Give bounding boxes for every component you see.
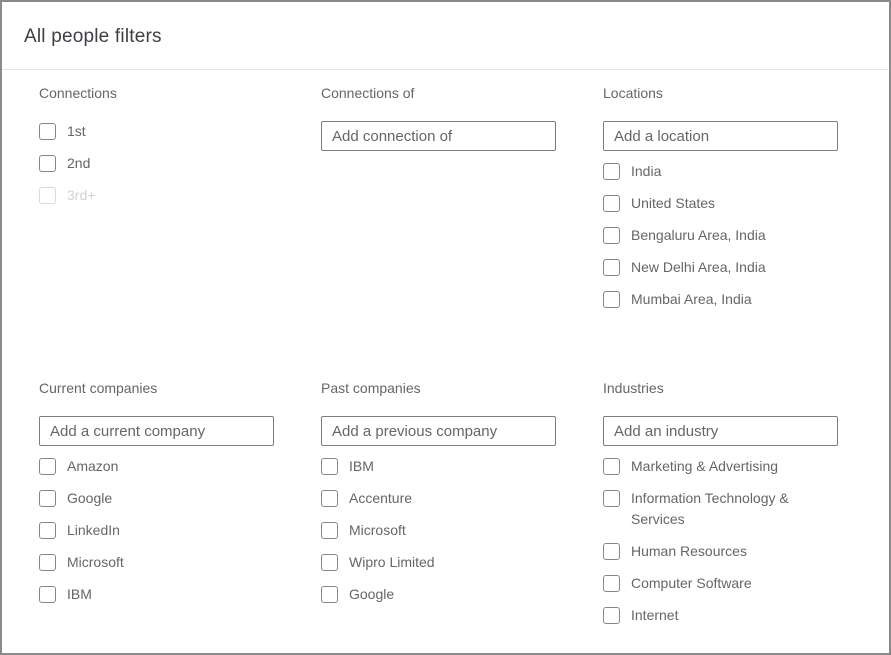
industries-options: [603, 456, 838, 626]
checkbox-label: IBM: [67, 586, 92, 602]
checkbox-label: Microsoft: [349, 522, 406, 538]
checkbox[interactable]: [603, 490, 620, 507]
checkbox-option-computer-software[interactable]: [603, 573, 838, 594]
checkbox-option-google-past[interactable]: [321, 584, 556, 605]
checkbox[interactable]: [321, 490, 338, 507]
checkbox-label: Computer Software: [631, 575, 752, 591]
checkbox-option-united-states[interactable]: [603, 193, 838, 214]
current-company-input[interactable]: [39, 416, 274, 446]
checkbox-option-accenture[interactable]: [321, 488, 556, 509]
checkbox[interactable]: [39, 123, 56, 140]
checkbox-label: Google: [349, 586, 395, 602]
checkbox[interactable]: [603, 163, 620, 180]
checkbox-label: Accenture: [349, 490, 413, 506]
checkbox[interactable]: [603, 259, 620, 276]
checkbox[interactable]: [603, 291, 620, 308]
filters-content: [2, 70, 889, 637]
section-title-current-companies: Current companies: [39, 380, 158, 396]
checkbox[interactable]: [603, 458, 620, 475]
checkbox-option-microsoft-current[interactable]: [39, 552, 274, 573]
checkbox-option-3rd-plus: [39, 185, 274, 206]
section-industries: [603, 380, 838, 637]
checkbox[interactable]: [321, 554, 338, 571]
checkbox-option-human-resources[interactable]: [603, 541, 838, 562]
section-current-companies: [39, 380, 274, 637]
checkbox-option-amazon[interactable]: [39, 456, 274, 477]
location-input[interactable]: [603, 121, 838, 151]
checkbox[interactable]: [39, 522, 56, 539]
connections-options: [39, 121, 274, 206]
checkbox-label: Wipro Limited: [349, 554, 435, 570]
checkbox-label: Google: [67, 490, 113, 506]
checkbox-label: Information Technology & Services: [631, 490, 789, 527]
checkbox-option-marketing-advertising[interactable]: [603, 456, 838, 477]
checkbox-option-ibm-current[interactable]: [39, 584, 274, 605]
checkbox[interactable]: [603, 607, 620, 624]
checkbox[interactable]: [39, 554, 56, 571]
section-title-connections-of: Connections of: [321, 85, 415, 101]
checkbox-label: Marketing & Advertising: [631, 458, 779, 474]
checkbox-option-bengaluru-area-india[interactable]: [603, 225, 838, 246]
checkbox-option-microsoft-past[interactable]: [321, 520, 556, 541]
checkbox-label: United States: [631, 195, 716, 211]
checkbox-label: 2nd: [67, 155, 91, 171]
checkbox-label: Bengaluru Area, India: [631, 227, 766, 243]
checkbox-option-mumbai-area-india[interactable]: [603, 289, 838, 310]
checkbox-option-new-delhi-area-india[interactable]: [603, 257, 838, 278]
checkbox-label: India: [631, 163, 662, 179]
checkbox: [39, 187, 56, 204]
previous-company-input[interactable]: [321, 416, 556, 446]
checkbox-label: Amazon: [67, 458, 119, 474]
past-companies-options: [321, 456, 556, 605]
checkbox-label: Microsoft: [67, 554, 124, 570]
checkbox-option-linkedin[interactable]: [39, 520, 274, 541]
checkbox-option-1st[interactable]: [39, 121, 274, 142]
checkbox-label: LinkedIn: [67, 522, 120, 538]
checkbox-option-ibm-past[interactable]: [321, 456, 556, 477]
filters-grid: [39, 85, 871, 637]
section-connections-of: [321, 85, 556, 376]
checkbox-option-2nd[interactable]: [39, 153, 274, 174]
industry-input[interactable]: [603, 416, 838, 446]
section-title-locations: Locations: [603, 85, 663, 101]
checkbox-option-india[interactable]: [603, 161, 838, 182]
checkbox[interactable]: [39, 458, 56, 475]
checkbox-label: Internet: [631, 607, 679, 623]
connection-of-input[interactable]: [321, 121, 556, 151]
locations-options: [603, 161, 838, 310]
section-connections: [39, 85, 274, 376]
checkbox-label: IBM: [349, 458, 374, 474]
checkbox[interactable]: [603, 227, 620, 244]
checkbox-label: 1st: [67, 123, 86, 139]
checkbox-label: New Delhi Area, India: [631, 259, 766, 275]
checkbox[interactable]: [603, 195, 620, 212]
checkbox-option-internet[interactable]: [603, 605, 838, 626]
checkbox[interactable]: [321, 586, 338, 603]
current-companies-options: [39, 456, 274, 605]
checkbox[interactable]: [321, 522, 338, 539]
checkbox-option-information-technology-services[interactable]: [603, 488, 838, 530]
checkbox-label: 3rd+: [67, 187, 96, 203]
section-title-past-companies: Past companies: [321, 380, 421, 396]
checkbox[interactable]: [321, 458, 338, 475]
section-locations: [603, 85, 838, 376]
section-title-industries: Industries: [603, 380, 664, 396]
dialog-header: [2, 2, 889, 70]
section-title-connections: Connections: [39, 85, 117, 101]
checkbox[interactable]: [603, 543, 620, 560]
checkbox[interactable]: [39, 490, 56, 507]
checkbox-option-google-current[interactable]: [39, 488, 274, 509]
checkbox-label: Human Resources: [631, 543, 747, 559]
checkbox[interactable]: [39, 586, 56, 603]
section-past-companies: [321, 380, 556, 637]
dialog-title: All people filters: [24, 26, 162, 47]
checkbox[interactable]: [603, 575, 620, 592]
checkbox-option-wipro-limited[interactable]: [321, 552, 556, 573]
checkbox-label: Mumbai Area, India: [631, 291, 752, 307]
checkbox[interactable]: [39, 155, 56, 172]
